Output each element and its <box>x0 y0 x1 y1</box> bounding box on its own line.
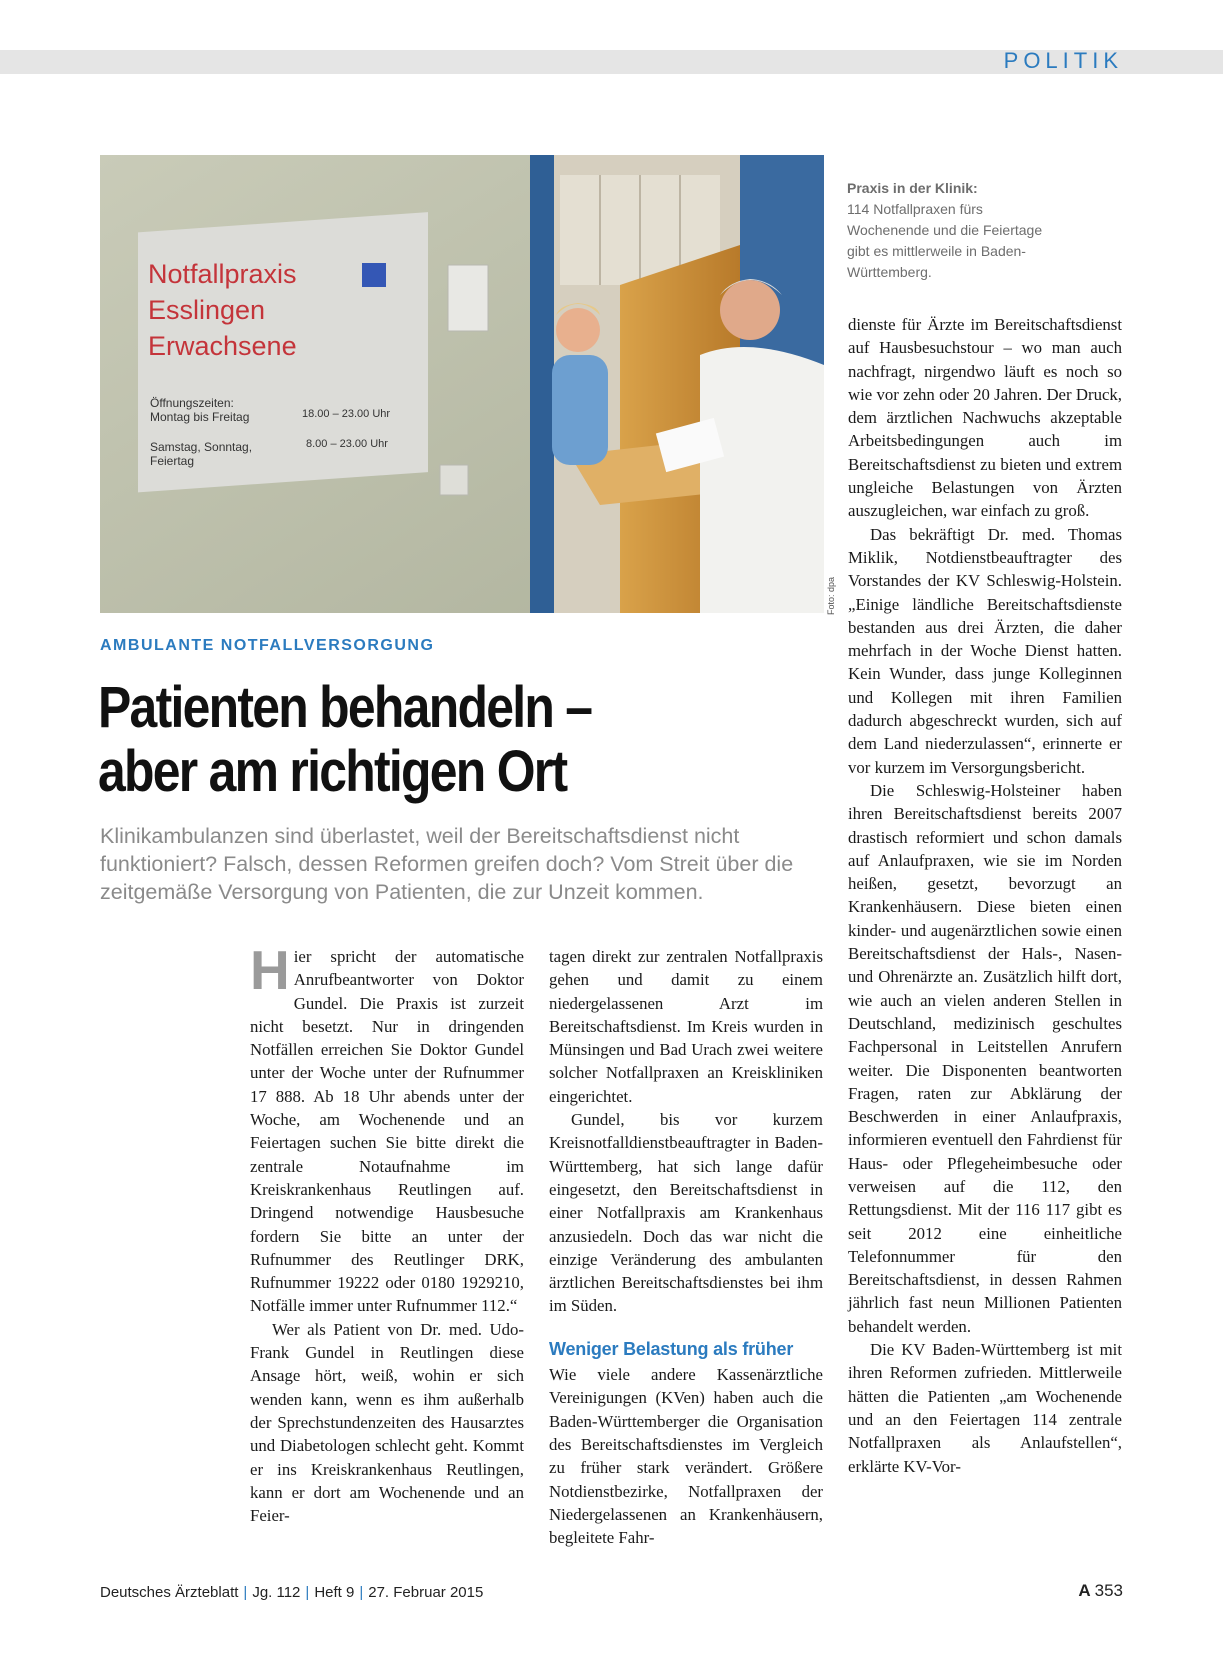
article-kicker: AMBULANTE NOTFALLVERSORGUNG <box>100 637 435 654</box>
section-label: POLITIK <box>1003 48 1123 73</box>
headline-line2: aber am richtigen Ort <box>98 739 567 804</box>
sign-title-line2: Esslingen <box>148 295 266 325</box>
article-photo <box>100 155 824 613</box>
photo-credit: Foto: dpa <box>826 576 836 615</box>
paragraph <box>250 939 524 1318</box>
paragraph: Wie viele andere Kassenärztliche Vereinigungen (KVen) haben auch die Baden-Württemberger die Organisation des Bereitschaftsdienstes im Vergleich zu früher stark verändert. Größere Notdienstbezirke, Notfallpraxen der Niedergelassenen an Krankenhäusern, begleitete Fahr- <box>549 1365 823 1548</box>
article-column-2 <box>549 945 823 1549</box>
sign-hours-label: Öffnungszeiten: <box>150 396 234 410</box>
footer-publication: Deutsches Ärzteblatt <box>100 1584 239 1601</box>
caption-text: 114 Notfallpraxen fürs Wochenende und die Feiertage gibt es mittlerweile in Baden-Württemberg. <box>847 201 1043 280</box>
paragraph: Die Schleswig-Holsteiner haben ihren Bereitschaftsdienst bereits 2007 drastisch reformiert und schon damals auf Anlaufpraxen, wie sie im Norden heißen, gesetzt, bevorzugt an Krankenhäusern. Diese bieten einen kinder- und augenärztlichen sowie einen Bereitschaftsdienst der Hals-, Nasen- und Ohrenärzte an. Zusätzlich hilft dort, wie auch an vielen anderen Stellen in Deutschland, medizinisch geschultes Fachpersonal in Leitstellen Anrufern weiter. Die Disponenten beantworten Fragen, raten zur Abklärung der Beschwerden in einer Anlaufpraxis, informieren eventuell den Fahrdienst für Haus- oder Pflegeheimbesuche oder verweisen auf die 112, den Rettungsdienst. Mit der 116 117 gibt es seit 2012 eine einheitliche Telefonnummer für den Bereitschaftsdienst, in dessen Rahmen jährlich fast neun Millionen Patienten behandelt werden. <box>848 780 1122 1336</box>
paragraph-text: ier spricht der automatische Anrufbeantworter von Doktor Gundel. Die Praxis ist zurzeit nicht besetzt. Nur in dringenden Notfällen erreichen Sie Doktor Gundel unter der Woche unter der Rufnummer 17 888. Ab 18 Uhr abends unter der Woche, am Wochenende und an Feiertagen suchen Sie bitte direkt die zentrale Notaufnahme im Kreiskrankenhaus Reutlingen auf. Dringend notwendige Hausbesuche fordern Sie bitte an unter der Rufnummer des Reutlinger DRK, Rufnummer 19222 oder 0180 1929210, Notfälle immer unter Rufnummer 112.“ <box>250 947 524 1316</box>
paragraph: Wer als Patient von Dr. med. Udo-Frank Gundel in Reutlingen diese Ansage hört, weiß, wohin er sich wenden kann, wenn es ihm außerhalb der Sprechstundenzeiten des Hausarztes und Diabetologen schlecht geht. Kommt er ins Kreiskrankenhaus Reutlingen, kann er dort am Wochenende und an Feier- <box>250 1319 524 1526</box>
caption-title: Praxis in der Klinik: <box>847 180 978 196</box>
dropcap: H <box>250 939 290 1001</box>
footer-separator: | <box>359 1584 364 1601</box>
article-column-1 <box>250 939 524 1527</box>
sign-logo-square <box>362 263 386 287</box>
footer-publication-info <box>100 1584 483 1601</box>
sign-row1-time: 18.00 – 23.00 Uhr <box>302 408 391 420</box>
sign-row2-label2: Feiertag <box>150 454 195 468</box>
paragraph: Gundel, bis vor kurzem Kreisnotfalldienstbeauftragter in Baden-Württemberg, hat sich lange dafür eingesetzt, den Bereitschaftsdienst in einer Notfallpraxis am Krankenhaus anzusiedeln. Doch das war nicht die einzige Veränderung des ambulanten ärztlichen Bereitschaftsdienstes bei ihm im Süden. <box>549 1110 823 1316</box>
sign-title-line3: Erwachsene <box>148 331 297 361</box>
page-number-value: 353 <box>1094 1581 1123 1600</box>
paragraph: tagen direkt zur zentralen Notfallpraxis gehen und damit zu einem niedergelassenen Arzt im Bereitschaftsdienst. Im Kreis wurden in Münsingen und Bad Urach zwei weitere solcher Notfallpraxen an Kreiskliniken eingerichtet. <box>549 947 823 1106</box>
article-column-3 <box>848 313 1122 1478</box>
article-lead: Klinikambulanzen sind überlastet, weil der Bereitschaftsdienst nicht funktioniert? Falsch, dessen Reformen greifen doch? Vom Streit über die zeitgemäße Versorgung von Patienten, die zur Unzeit kommen. <box>100 824 794 904</box>
headline-line1: Patienten behandeln – <box>98 675 592 740</box>
paragraph: Das bekräftigt Dr. med. Thomas Miklik, Notdienstbeauftragter des Vorstandes der KV Schleswig-Holstein. „Einige ländliche Bereitschaftsdienste bestanden aus drei Ärzten, die daher mehrfach in der Woche Dienst hatten. Kein Wunder, dass junge Kolleginnen und Kollegen mit ihren Familien dadurch abgeschreckt wurden, sich auf dem Land niederzulassen“, erinnerte er vor kurzem im Versorgungsbericht. <box>848 524 1122 777</box>
footer-date: 27. Februar 2015 <box>368 1584 484 1601</box>
sign-title-line1: Notfallpraxis <box>148 259 297 289</box>
article-subhead: Weniger Belastung als früher <box>549 1338 794 1359</box>
sign-row2-time: 8.00 – 23.00 Uhr <box>306 438 388 450</box>
footer-volume: Jg. 112 <box>252 1584 301 1601</box>
sign-row1-label: Montag bis Freitag <box>150 410 250 424</box>
paragraph: Die KV Baden-Württemberg ist mit ihren Reformen zufrieden. Mittlerweile hätten die Patienten „am Wochenende und an den Feiertagen 114 zentrale Notfallpraxen als Anlaufstellen“, erklärte KV-Vor- <box>848 1340 1122 1476</box>
photo-caption <box>847 178 1057 283</box>
footer-issue: Heft 9 <box>314 1584 355 1601</box>
page-prefix: A <box>1078 1581 1091 1600</box>
sign-row2-label: Samstag, Sonntag, <box>150 440 253 454</box>
paragraph: dienste für Ärzte im Bereitschaftsdienst auf Hausbesuchstour – wo man auch nachfragt, nirgendwo läuft es noch so wie vor zehn oder 20 Jahren. Der Druck, dem ärztlichen Nachwuchs akzeptable Arbeitsbedingungen auch im Bereitschaftsdienst zu bieten und extrem ungleiche Belastungen von Ärzten auszugleichen, war einfach zu groß. <box>848 315 1122 521</box>
page-number <box>1078 1581 1123 1601</box>
footer-separator: | <box>243 1584 248 1601</box>
footer-separator: | <box>305 1584 310 1601</box>
article-headline <box>98 676 700 804</box>
